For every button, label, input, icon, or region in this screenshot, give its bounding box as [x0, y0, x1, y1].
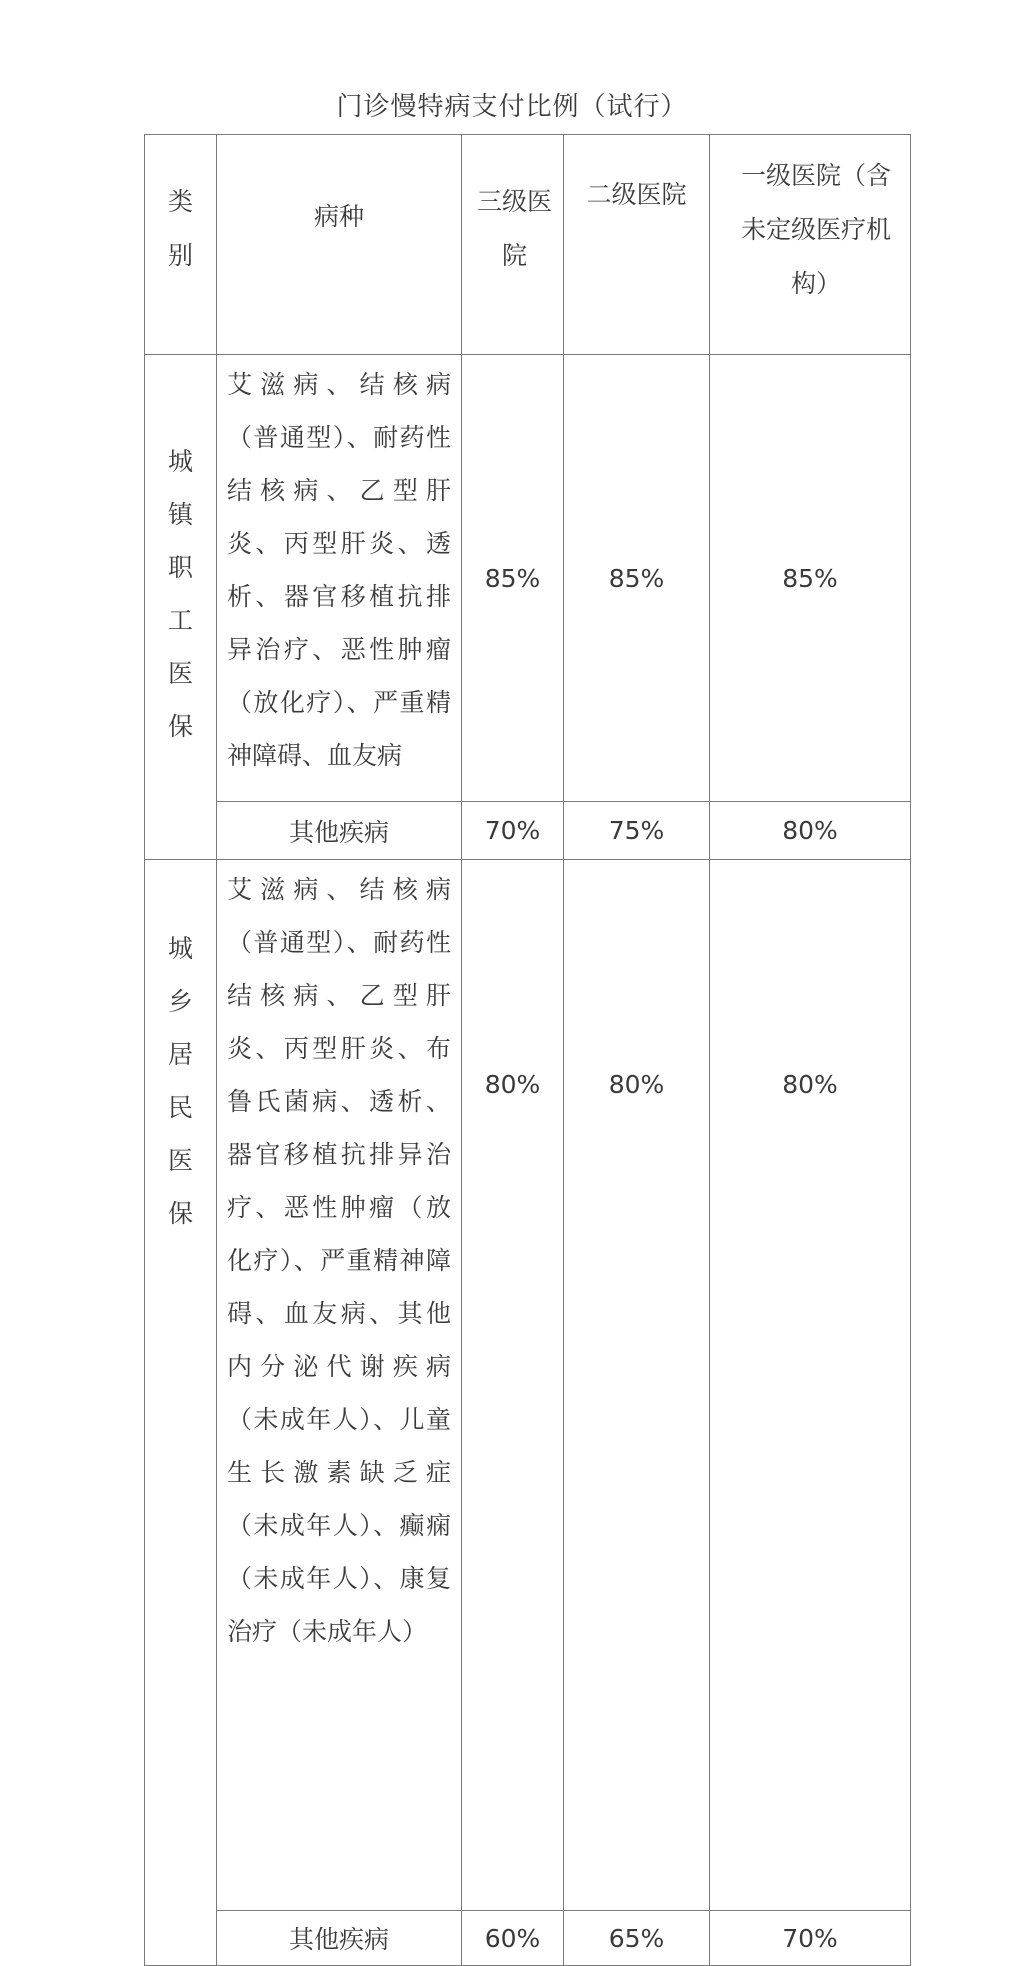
category-char: 医	[167, 1146, 193, 1175]
header-level2-hospital: 二级医院	[564, 135, 710, 355]
table-row	[145, 860, 911, 1911]
page-title: 门诊慢特病支付比例（试行）	[336, 92, 688, 122]
disease-list: 艾滋病、结核病（普通型）、耐药性结核病、乙型肝炎、丙型肝炎、透析、器官移植抗排异治疗、恶性肿瘤（放化疗）、严重精神障碍、血友病	[217, 355, 462, 802]
category-char: 工	[167, 606, 193, 635]
category-char: 镇	[167, 500, 193, 529]
rate-level1: 80%	[710, 802, 911, 860]
rate-level2: 65%	[564, 1911, 710, 1966]
rate-level2: 80%	[564, 860, 710, 1911]
rate-level3: 80%	[462, 860, 564, 1911]
rate-level3: 85%	[462, 355, 564, 802]
other-disease-label: 其他疾病	[217, 1911, 462, 1966]
header-level3-hospital: 三级医院	[462, 135, 564, 355]
rate-level1: 80%	[710, 860, 911, 1911]
table-row	[145, 802, 911, 860]
rate-level2: 85%	[564, 355, 710, 802]
payment-ratio-table	[144, 134, 911, 1966]
table-header-row	[145, 135, 911, 355]
rate-level1: 70%	[710, 1911, 911, 1966]
table-row	[145, 355, 911, 802]
other-disease-label: 其他疾病	[217, 802, 462, 860]
header-level1-hospital: 一级医院（含未定级医疗机构）	[710, 135, 911, 355]
header-disease: 病种	[217, 135, 462, 355]
category-char: 民	[167, 1093, 193, 1122]
rate-level3: 70%	[462, 802, 564, 860]
table-row	[145, 1911, 911, 1966]
header-category-char: 类	[167, 187, 193, 216]
category-char: 城	[167, 934, 193, 963]
category-char: 保	[167, 1199, 193, 1228]
rate-level2: 75%	[564, 802, 710, 860]
category-char: 城	[167, 447, 193, 476]
header-category	[145, 135, 217, 355]
category-char: 乡	[167, 987, 193, 1016]
category-char: 医	[167, 659, 193, 688]
category-char: 居	[167, 1040, 193, 1069]
category-char: 保	[167, 712, 193, 741]
disease-list: 艾滋病、结核病（普通型）、耐药性结核病、乙型肝炎、丙型肝炎、布鲁氏菌病、透析、器官移植抗排异治疗、恶性肿瘤（放化疗）、严重精神障碍、血友病、其他内分泌代谢疾病（未成年人）、儿童生长激素缺乏症（未成年人）、癫痫（未成年人）、康复治疗（未成年人）	[217, 860, 462, 1911]
category-urban-rural-resident	[145, 860, 217, 1966]
rate-level1: 85%	[710, 355, 911, 802]
header-category-char: 别	[167, 241, 193, 270]
category-urban-employee	[145, 355, 217, 860]
category-char: 职	[167, 553, 193, 582]
rate-level3: 60%	[462, 1911, 564, 1966]
